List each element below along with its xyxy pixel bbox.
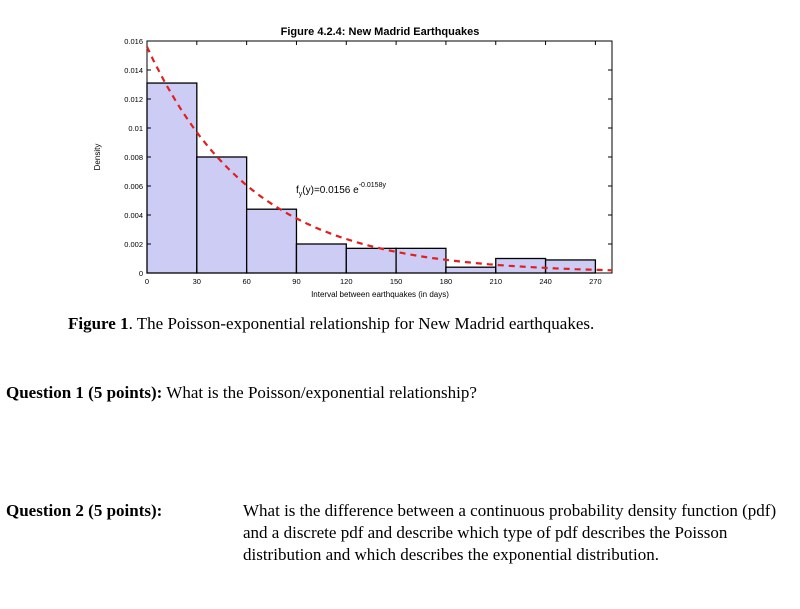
x-tick-label: 60 bbox=[242, 277, 251, 286]
question-2-label bbox=[6, 500, 162, 521]
x-tick-label: 120 bbox=[340, 277, 353, 286]
annotation-f: f bbox=[296, 185, 299, 196]
y-tick-label: 0.004 bbox=[124, 211, 143, 220]
y-tick-label: 0.002 bbox=[124, 240, 143, 249]
figure-caption bbox=[68, 313, 628, 334]
histogram-bar-2 bbox=[197, 157, 247, 273]
histogram-bar-3 bbox=[247, 209, 297, 273]
caption-text: . The Poisson-exponential relationship for New Madrid earthquakes. bbox=[128, 314, 595, 333]
y-tick-label: 0.014 bbox=[124, 66, 143, 75]
y-axis-label: Density bbox=[93, 143, 102, 171]
x-tick-label: 90 bbox=[292, 277, 301, 286]
question-1 bbox=[6, 382, 786, 403]
histogram-bar-6 bbox=[396, 248, 446, 273]
question-2-text: What is the difference between a continuous probability density function (pdf) and a discrete pdf and describe which type of pdf describes the Poisson distribution and which describes the exponential distribution. bbox=[243, 501, 777, 564]
histogram-bar-1 bbox=[147, 83, 197, 273]
x-tick-label: 270 bbox=[589, 277, 602, 286]
histogram-bar-5 bbox=[346, 248, 396, 273]
caption-label: Figure 1 bbox=[68, 314, 129, 333]
x-tick-label: 0 bbox=[144, 277, 150, 286]
x-tick-label: 180 bbox=[439, 277, 453, 286]
y-tick-label: 0.01 bbox=[128, 124, 143, 133]
annotation-sub: y bbox=[298, 191, 303, 198]
x-tick-label: 240 bbox=[539, 277, 552, 286]
y-tick-label: 0 bbox=[138, 269, 143, 278]
question-1-label: Question 1 (5 points): bbox=[6, 383, 163, 402]
y-tick-label: 0.006 bbox=[124, 182, 143, 191]
annotation-main: (y)=0.0156 e bbox=[302, 185, 359, 196]
x-tick-label: 30 bbox=[192, 277, 201, 286]
histogram-bar-7 bbox=[446, 267, 496, 273]
question-1-text: What is the Poisson/exponential relationship? bbox=[162, 383, 477, 402]
y-tick-label: 0.016 bbox=[124, 37, 143, 46]
x-axis-label: Interval between earthquakes (in days) bbox=[311, 290, 449, 299]
chart-title: Figure 4.2.4: New Madrid Earthquakes bbox=[280, 26, 480, 38]
y-tick-label: 0.012 bbox=[124, 95, 143, 104]
histogram-bar-4 bbox=[296, 244, 346, 273]
histogram-bar-9 bbox=[546, 260, 596, 273]
y-tick-label: 0.008 bbox=[124, 153, 143, 162]
annotation-exponent: -0.0158y bbox=[358, 182, 386, 189]
x-tick-label: 150 bbox=[389, 277, 403, 286]
x-tick-label: 210 bbox=[489, 277, 503, 286]
question-2-label-text: Question 2 (5 points): bbox=[6, 501, 163, 520]
